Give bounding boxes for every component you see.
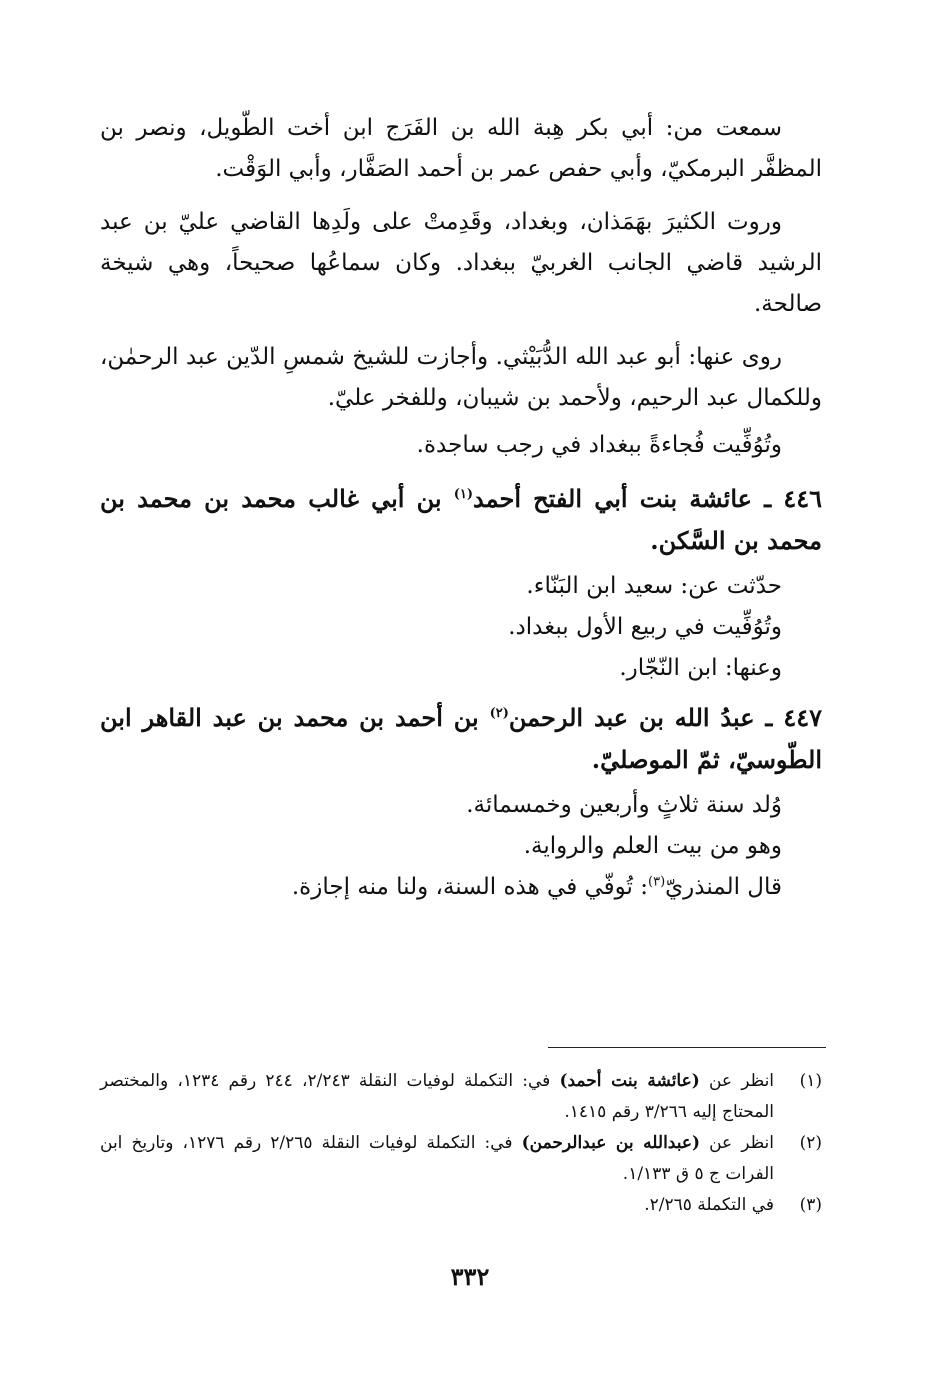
footnote-text: انظر عن (عبدالله بن عبدالرحمن) في: التكملة لوفيات النقلة ٢/٢٦٥ رقم ١٢٧٦، وتاريخ ابن الفرات ج ٥ ق ١/١٣٣. xyxy=(100,1133,775,1184)
paragraph-teachers: سمعت من: أبي بكر هِبة الله بن الفَرَج ابن أخت الطّويل، ونصر بن المظفَّر البرمكيّ، وأبي حفص عمر بن أحمد الصَفَّار، وأبي الوَقْت. xyxy=(100,115,822,182)
footnote-1 xyxy=(100,1066,822,1128)
paragraph-death: وتُوُفِّيت فُجاءةً ببغداد في رجب ساجدة. xyxy=(416,432,782,458)
footnote-separator xyxy=(548,1047,826,1048)
footnote-text: في التكملة ٢/٢٦٥. xyxy=(644,1195,774,1215)
entry-446-line-3: وعنها: ابن النّجّار. xyxy=(619,655,782,681)
footnote-number: (١) xyxy=(799,1071,822,1091)
footnote-text: انظر عن (عائشة بنت أحمد) في: التكملة لوفيات النقلة ٢/٢٤٣، ٢٤٤ رقم ١٢٣٤، والمختصر المحتاج إليه ٣/٢٦٦ رقم ١٤١٥. xyxy=(100,1071,775,1122)
main-text xyxy=(100,108,822,908)
entry-446-line-2: وتُوُفِّيت في ربيع الأول ببغداد. xyxy=(508,614,782,640)
footnote-ref-1[interactable]: (١) xyxy=(453,487,474,502)
entry-447-line-1: وُلد سنة ثلاثٍ وأربعين وخمسمائة. xyxy=(466,792,782,818)
entry-447-line-3-lead: قال المنذريّ xyxy=(665,874,782,900)
entry-446-line-1: حدّثت عن: سعيد ابن البَنّاء. xyxy=(526,573,782,599)
footnote-ref-3[interactable]: (٣) xyxy=(648,874,666,890)
entry-447-lead: ٤٤٧ ـ عبدُ الله بن عبد الرحمن xyxy=(508,703,822,732)
entry-446-rest: بن أبي غالب محمد بن محمد بن محمد بن السَّكن. xyxy=(100,484,822,555)
footnote-3 xyxy=(100,1190,822,1221)
paragraph-narration: وروت الكثيرَ بهَمَذان، وبغداد، وقَدِمتْ على ولَدِها القاضي عليّ بن عبد الرشيد قاضي الجانب الغربيّ ببغداد. وكان سماعُها صحيحاً، وهي شيخة صالحة. xyxy=(100,209,822,317)
footnotes xyxy=(100,1066,822,1221)
footnote-number: (٢) xyxy=(799,1133,822,1153)
page-number: ٣٣٢ xyxy=(450,1262,490,1291)
footnote-number: (٣) xyxy=(799,1195,822,1215)
entry-447-line-3 xyxy=(100,867,822,908)
entry-447-line-3-rest: : تُوفّي في هذه السنة، ولنا منه إجازة. xyxy=(291,874,649,900)
entry-446-lead: ٤٤٦ ـ عائشة بنت أبي الفتح أحمد xyxy=(473,484,822,513)
footnote-ref-2[interactable]: (٢) xyxy=(489,706,509,721)
footnote-2 xyxy=(100,1128,822,1190)
entry-447-rest: بن أحمد بن محمد بن عبد القاهر ابن الطّوسيّ، ثمّ الموصليّ. xyxy=(100,703,822,774)
entry-447-heading xyxy=(100,697,822,781)
entry-447-line-2: وهو من بيت العلم والرواية. xyxy=(523,833,782,859)
entry-446-heading xyxy=(100,478,822,562)
paragraph-students: روى عنها: أبو عبد الله الدُّبَيْثي. وأجازت للشيخ شمسِ الدّين عبد الرحمٰن، وللكمال عبد الرحيم، ولأحمد بن شيبان، وللفخر عليّ. xyxy=(100,344,822,411)
